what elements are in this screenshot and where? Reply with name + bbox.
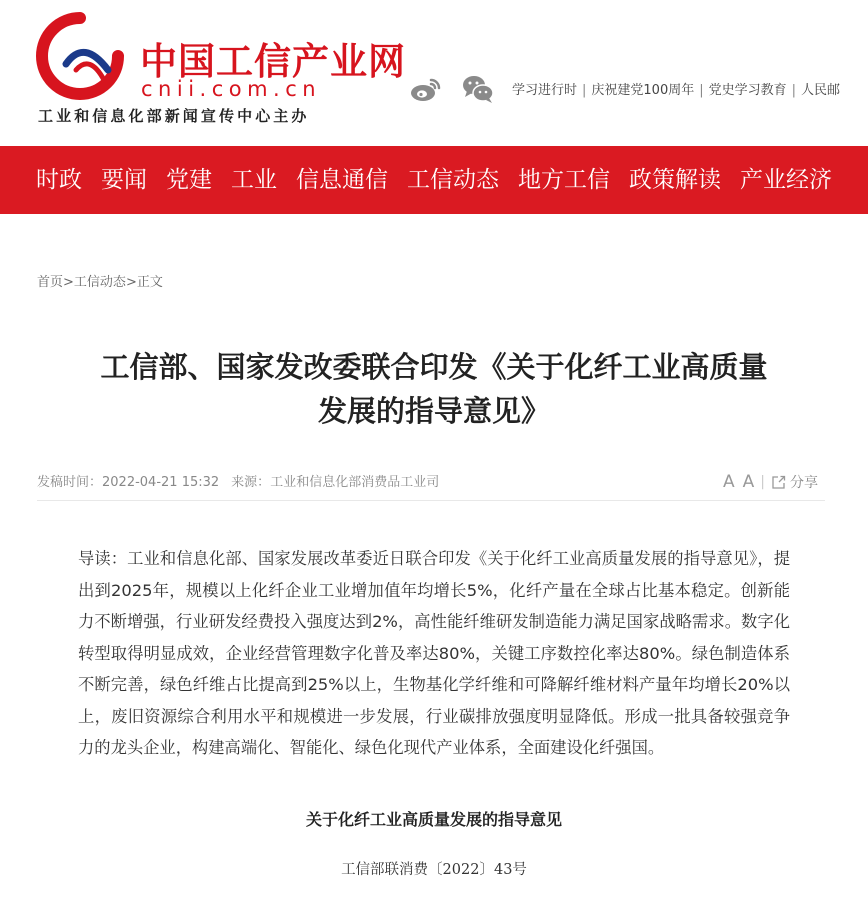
font-small-button[interactable]: A bbox=[742, 472, 755, 492]
article-title: 工信部、国家发改委联合印发《关于化纤工业高质量发展的指导意见》 bbox=[100, 350, 768, 428]
breadcrumb-sep: > bbox=[125, 275, 137, 290]
top-link-people[interactable]: 人民邮 bbox=[801, 83, 841, 98]
logo-url: cnii.com.cn bbox=[141, 77, 322, 101]
logo-icon[interactable] bbox=[36, 12, 124, 100]
article-tools bbox=[715, 472, 818, 492]
nav-item-ict[interactable]: 信息通信 bbox=[296, 167, 388, 193]
document-title: 关于化纤工业高质量发展的指导意见 bbox=[305, 810, 562, 829]
breadcrumb-section[interactable]: 工信动态 bbox=[73, 275, 126, 290]
breadcrumb-home[interactable]: 首页 bbox=[37, 275, 64, 290]
publish-time: 2022-04-21 15:32 bbox=[102, 475, 220, 490]
top-link-party-history[interactable]: 党史学习教育 bbox=[708, 83, 787, 98]
main-nav bbox=[0, 146, 868, 214]
source-label: 来源： bbox=[231, 475, 271, 490]
source: 工业和信息化部消费品工业司 bbox=[270, 475, 440, 490]
divider: | bbox=[582, 83, 587, 98]
article-meta bbox=[37, 471, 439, 490]
breadcrumb bbox=[37, 271, 163, 290]
nav-item-industry[interactable]: 工业 bbox=[231, 167, 277, 193]
divider: | bbox=[791, 83, 797, 98]
nav-item-news[interactable]: 要闻 bbox=[101, 167, 147, 193]
share-label: 分享 bbox=[790, 475, 818, 491]
breadcrumb-current: 正文 bbox=[136, 275, 163, 290]
font-large-button[interactable]: A bbox=[723, 472, 735, 492]
top-link-study[interactable]: 学习进行时 bbox=[512, 83, 578, 98]
top-links bbox=[512, 82, 868, 100]
divider: | bbox=[699, 83, 704, 98]
share-button[interactable] bbox=[771, 472, 818, 492]
article-lead: 导读：工业和信息化部、国家发展改革委近日联合印发《关于化纤工业高质量发展的指导意见》，提出到2025年，规模以上化纤企业工业增加值年均增长5%，化纤产量在全球占比基本稳定。创新能力不断增强，行业研发经费投入强度达到2%，高性能纤维研发制造能力满足国家战略需求。数字化转型取得明显成效，企业经营管理数字化普及率达80%，关键工序数控化率达80%。绿色制造体系不断完善，绿色纤维占比提高到25%以上，生物基化学纤维和可降解纤维材料产量年均增长20%以上，废旧资源综合利用水平和规模进一步发展，行业碳排放强度明显降低。形成一批具备较强竞争力的龙头企业，构建高端化、智能化、绿色化现代产业体系，全面建设化纤强国。 bbox=[78, 549, 790, 757]
publish-time-label: 发稿时间： bbox=[37, 475, 103, 490]
nav-item-policy[interactable]: 政策解读 bbox=[629, 167, 721, 193]
top-link-party-100[interactable]: 庆祝建党100周年 bbox=[591, 83, 695, 98]
nav-item-party[interactable]: 党建 bbox=[166, 167, 212, 193]
nav-item-economy[interactable]: 产业经济 bbox=[740, 167, 832, 193]
logo-text[interactable]: 中国工信产业网 bbox=[140, 40, 406, 83]
site-header bbox=[0, 0, 868, 146]
divider: | bbox=[760, 474, 765, 490]
share-icon bbox=[771, 475, 786, 490]
document-number: 工信部联消费〔2022〕43号 bbox=[341, 862, 527, 878]
nav-item-local[interactable]: 地方工信 bbox=[518, 167, 610, 193]
logo-subtitle: 工业和信息化部新闻宣传中心主办 bbox=[38, 107, 310, 125]
wechat-icon[interactable] bbox=[461, 72, 495, 106]
meta-divider bbox=[37, 500, 825, 501]
breadcrumb-sep: > bbox=[63, 275, 74, 290]
nav-item-politics[interactable]: 时政 bbox=[36, 167, 82, 193]
weibo-icon[interactable] bbox=[408, 72, 442, 106]
nav-item-miit-news[interactable]: 工信动态 bbox=[407, 167, 499, 193]
